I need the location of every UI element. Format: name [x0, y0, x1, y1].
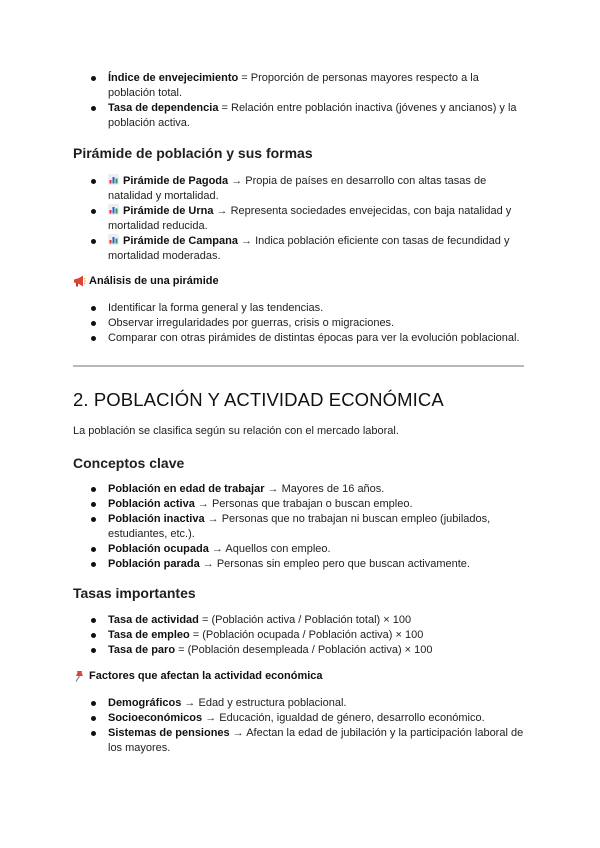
term: Tasa de actividad — [108, 614, 199, 626]
list-item: Observar irregularidades por guerras, crisis o migraciones. — [108, 316, 528, 331]
term: Población ocupada — [108, 543, 209, 555]
term: Índice de envejecimiento — [108, 72, 239, 84]
term: Tasa de empleo — [108, 629, 190, 641]
definition: Propia de países en desarrollo con altas tasas de natalidad y mortalidad. — [108, 175, 487, 202]
definition: Mayores de 16 años. — [281, 483, 385, 495]
section-intro: La población se clasifica según su relación con el mercado laboral. — [73, 425, 399, 437]
concepts-heading: Conceptos clave — [73, 455, 185, 471]
list-item: Pirámide de Pagoda → Propia de países en desarrollo con altas tasas de natalidad y mortalidad. — [108, 174, 528, 204]
list-item: Población activa → Personas que trabajan o buscan empleo. — [108, 497, 528, 512]
list-item: Pirámide de Urna → Representa sociedades envejecidas, con baja natalidad y mortalidad reducida. — [108, 204, 528, 234]
definition: Edad y estructura poblacional. — [198, 697, 347, 709]
list-item: Pirámide de Campana → Indica población eficiente con tasas de fecundidad y mortalidad moderadas. — [108, 234, 528, 264]
term: Demográficos — [108, 697, 182, 709]
term: Socioeconómicos — [108, 712, 203, 724]
factors-heading — [73, 670, 323, 682]
list-item: Tasa de dependencia = Relación entre población inactiva (jóvenes y ancianos) y la población activa. — [108, 101, 528, 131]
list-item: Índice de envejecimiento = Proporción de personas mayores respecto a la población total. — [108, 71, 528, 101]
list-item: Socioeconómicos → Educación, igualdad de género, desarrollo económico. — [108, 711, 528, 726]
pyramid-heading: Pirámide de población y sus formas — [73, 145, 313, 161]
list-item: Identificar la forma general y las tendencias. — [108, 301, 528, 316]
definition: Afectan la edad de jubilación y la participación laboral de los mayores. — [108, 727, 524, 754]
bar-chart-icon — [108, 174, 119, 185]
list-item: Población inactiva → Personas que no trabajan ni buscan empleo (jubilados, estudiantes, etc.). — [108, 512, 528, 542]
term: Tasa de paro — [108, 644, 176, 656]
bar-chart-icon — [108, 234, 119, 245]
term: Sistemas de pensiones — [108, 727, 230, 739]
rates-heading: Tasas importantes — [73, 585, 196, 601]
term: Población en edad de trabajar — [108, 483, 265, 495]
definition: Educación, igualdad de género, desarrollo económico. — [219, 712, 485, 724]
section-title: 2. POBLACIÓN Y ACTIVIDAD ECONÓMICA — [73, 389, 444, 410]
bar-chart-icon — [108, 204, 119, 215]
analysis-heading — [73, 275, 219, 287]
definition: Personas que no trabajan ni buscan empleo (jubilados, estudiantes, etc.). — [108, 513, 491, 540]
megaphone-icon — [73, 275, 86, 287]
horizontal-divider — [73, 365, 524, 367]
pyramid-list — [108, 174, 528, 264]
factors-title: Factores que afectan la actividad económica — [89, 670, 323, 682]
term: Tasa de dependencia — [108, 102, 219, 114]
term: Población activa — [108, 498, 195, 510]
definition: Personas sin empleo pero que buscan activamente. — [216, 558, 470, 570]
term: Pirámide de Urna — [123, 205, 214, 217]
term: Población inactiva — [108, 513, 205, 525]
list-item: Sistemas de pensiones → Afectan la edad de jubilación y la participación laboral de los mayores. — [108, 726, 528, 756]
definition: Personas que trabajan o buscan empleo. — [211, 498, 413, 510]
definition: Aquellos con empleo. — [225, 543, 331, 555]
formula: (Población activa / Población total) × 100 — [211, 614, 412, 626]
formula: (Población desempleada / Población activa) × 100 — [187, 644, 433, 656]
list-item: Población en edad de trabajar → Mayores de 16 años. — [108, 482, 528, 497]
concepts-list — [108, 482, 528, 572]
term: Pirámide de Pagoda — [123, 175, 229, 187]
list-item: Tasa de actividad = (Población activa / Población total) × 100 — [108, 613, 528, 628]
definition: Representa sociedades envejecidas, con baja natalidad y mortalidad reducida. — [108, 205, 512, 232]
definition: Indica población eficiente con tasas de fecundidad y mortalidad moderadas. — [108, 235, 510, 262]
list-item: Población ocupada → Aquellos con empleo. — [108, 542, 528, 557]
definition: Proporción de personas mayores respecto a la población total. — [108, 72, 479, 99]
analysis-title: Análisis de una pirámide — [89, 275, 219, 287]
list-item: Demográficos → Edad y estructura poblacional. — [108, 696, 528, 711]
formula: (Población ocupada / Población activa) × 100 — [202, 629, 424, 641]
definition: Relación entre población inactiva (jóvenes y ancianos) y la población activa. — [108, 102, 517, 129]
rates-list — [108, 613, 528, 658]
indicators-list — [108, 71, 528, 131]
list-item: Población parada → Personas sin empleo pero que buscan activamente. — [108, 557, 528, 572]
term: Población parada — [108, 558, 200, 570]
list-item: Comparar con otras pirámides de distintas épocas para ver la evolución poblacional. — [108, 331, 528, 346]
analysis-list — [108, 301, 528, 346]
term: Pirámide de Campana — [123, 235, 238, 247]
factors-list — [108, 696, 528, 756]
list-item: Tasa de empleo = (Población ocupada / Población activa) × 100 — [108, 628, 528, 643]
pushpin-icon — [73, 670, 86, 682]
list-item: Tasa de paro = (Población desempleada / Población activa) × 100 — [108, 643, 528, 658]
